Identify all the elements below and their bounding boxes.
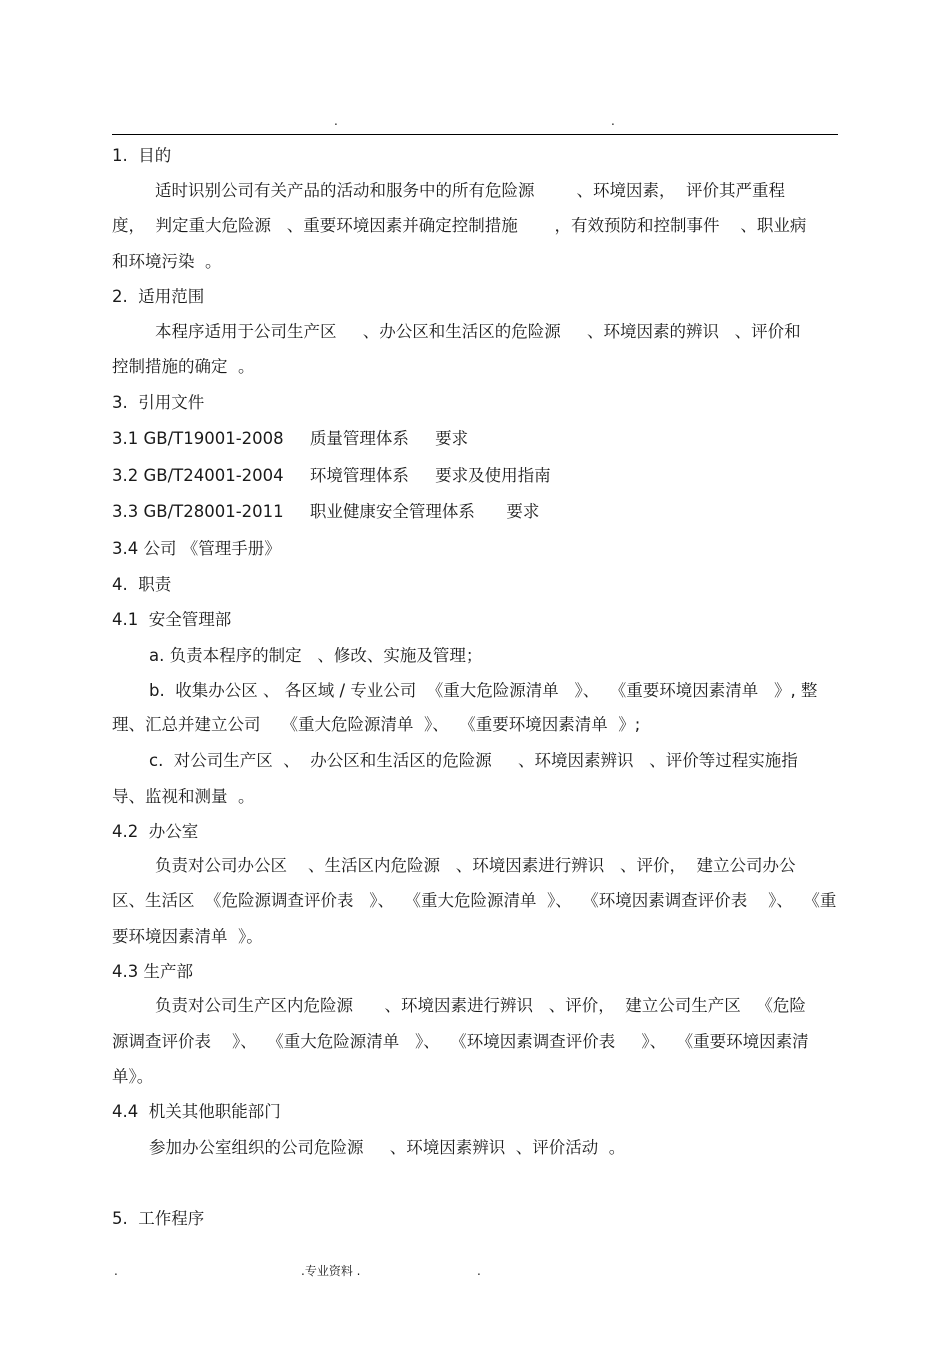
paragraph-line: 度， 判定重大危险源 、重要环境因素并确定控制措施 ，有效预防和控制事件 、职业病: [112, 216, 807, 235]
paragraph-line: 单》。: [112, 1067, 154, 1086]
paragraph-line: 理、汇总并建立公司 《重大危险源清单 》、 《重要环境因素清单 》;: [112, 715, 641, 734]
subsection-heading: 4.4 机关其他职能部门: [112, 1102, 281, 1121]
header-rule: [112, 134, 838, 135]
footer-label: .专业资料 .: [301, 1264, 361, 1278]
paragraph-line: 本程序适用于公司生产区 、办公区和生活区的危险源 、环境因素的辨识 、评价和: [155, 322, 801, 341]
section-heading: 5. 工作程序: [112, 1209, 205, 1228]
reference-item: 3.1 GB/T19001-2008 质量管理体系 要求: [112, 429, 469, 448]
list-item: c. 对公司生产区 、 办公区和生活区的危险源 、环境因素辨识 、评价等过程实施指: [149, 751, 798, 770]
subsection-heading: 4.3 生产部: [112, 962, 193, 981]
paragraph-line: 适时识别公司有关产品的活动和服务中的所有危险源 、环境因素， 评价其严重程: [155, 181, 785, 200]
footer-dot-right: .: [477, 1264, 481, 1278]
list-item: a. 负责本程序的制定 、修改、实施及管理；: [149, 646, 483, 665]
section-heading: 3. 引用文件: [112, 393, 205, 412]
subsection-heading: 4.2 办公室: [112, 822, 199, 841]
footer-dot-left: .: [114, 1264, 118, 1278]
header-dot-left: .: [334, 114, 338, 128]
section-heading: 4. 职责: [112, 575, 172, 594]
header-dot-right: .: [611, 114, 615, 128]
paragraph-line: 导、监视和测量 。: [112, 787, 255, 806]
section-heading: 2. 适用范围: [112, 287, 205, 306]
paragraph-line: 和环境污染 。: [112, 252, 222, 271]
paragraph-line: 参加办公室组织的公司危险源 、环境因素辨识 、评价活动 。: [149, 1138, 626, 1157]
list-item: b. 收集办公区 、 各区域 / 专业公司 《重大危险源清单 》、 《重要环境因素清单 》, 整: [149, 681, 818, 700]
paragraph-line: 控制措施的确定 。: [112, 357, 255, 376]
paragraph-line: 要环境因素清单 》。: [112, 927, 263, 946]
subsection-heading: 4.1 安全管理部: [112, 610, 232, 629]
paragraph-line: 负责对公司办公区 、生活区内危险源 、环境因素进行辨识 、评价， 建立公司办公: [155, 856, 796, 875]
paragraph-line: 负责对公司生产区内危险源 、环境因素进行辨识 、评价， 建立公司生产区 《危险: [155, 996, 806, 1015]
paragraph-line: 源调查评价表 》、 《重大危险源清单 》、 《环境因素调查评价表 》、 《重要环境因素清: [112, 1032, 809, 1051]
paragraph-line: 区、生活区 《危险源调查评价表 》、 《重大危险源清单 》、 《环境因素调查评价表 》、 《重: [112, 891, 837, 910]
reference-item: 3.3 GB/T28001-2011 职业健康安全管理体系 要求: [112, 502, 540, 521]
reference-item: 3.2 GB/T24001-2004 环境管理体系 要求及使用指南: [112, 466, 551, 485]
section-heading: 1. 目的: [112, 146, 172, 165]
reference-item: 3.4 公司 《管理手册》: [112, 539, 281, 558]
